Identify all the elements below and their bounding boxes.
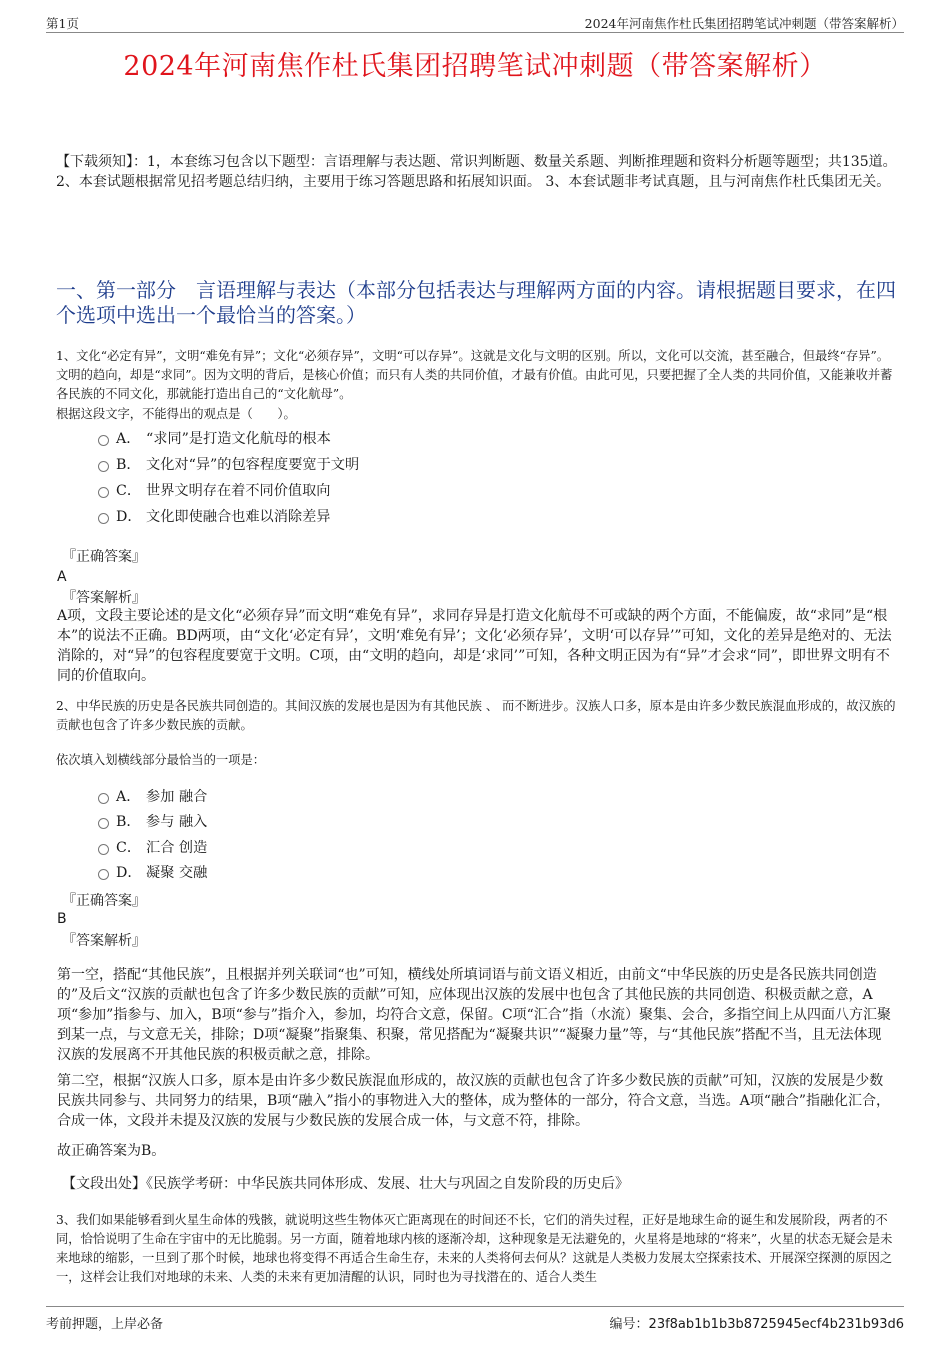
radio-icon[interactable]: [98, 869, 109, 880]
option-label: C．: [116, 840, 142, 856]
q2-answer-label: 『正确答案』: [62, 893, 146, 909]
code-label: 编号：: [609, 1317, 649, 1332]
option-text: 参与 融入: [146, 814, 208, 830]
section-heading: 一、第一部分 言语理解与表达（本部分包括表达与理解两方面的内容。请根据题目要求，在四个选项中选出一个最恰当的答案。）: [56, 278, 896, 327]
q1-answer: A: [57, 569, 67, 585]
radio-icon[interactable]: [98, 487, 109, 498]
option-text: 参加 融合: [146, 789, 208, 805]
radio-icon[interactable]: [98, 513, 109, 524]
option-text: “求同”是打造文化航母的根本: [146, 431, 331, 447]
header-divider: [46, 32, 904, 33]
q2-analysis-paragraph-1: 第一空，搭配“其他民族”，且根据并列关联词“也”可知，横线处所填词语与前文语义相近，由前文“中华民族的历史是各民族共同创造的”及后文“汉族的贡献也包含了许多少数民族的贡献”可知，应体现出汉族的发展中也包含了其他民族的共同创造、积极贡献之意，A项“参加”指参与、加入，B项“参与”指介入，参加，均符合文意，保留。C项“汇合”指（水流）聚集、会合，多指空间上从四面八方汇聚到某一点，与文意无关，排除；D项“凝聚”指聚集、积聚，常见搭配为“凝聚共识”“凝聚力量”等，与“其他民族”搭配不当，且无法体现汉族的发展离不开其他民族的积极贡献之意，排除。: [57, 967, 891, 1063]
radio-icon[interactable]: [98, 844, 109, 855]
radio-icon[interactable]: [98, 461, 109, 472]
question-1-stem: 根据这段文字，不能得出的观点是（ ）。: [56, 407, 296, 421]
option-label: A．: [116, 431, 141, 447]
option-label: A．: [116, 789, 141, 805]
q1-option-c[interactable]: [0, 482, 950, 500]
question-2-text: 2、中华民族的历史是各民族共同创造的。其间汉族的发展也是因为有其他民族 、 而不断进步。汉族人口多，原本是由许多少数民族混血形成的，故汉族的贡献也包含了许多少数民族的贡献。: [56, 699, 896, 732]
q2-answer: B: [57, 911, 67, 927]
q2-option-d[interactable]: [0, 864, 950, 882]
q1-option-d[interactable]: [0, 508, 950, 526]
q2-option-a[interactable]: [0, 788, 950, 806]
footer-slogan: 考前押题，上岸必备: [46, 1317, 164, 1332]
option-label: B．: [116, 457, 141, 473]
option-text: 汇合 创造: [146, 840, 208, 856]
radio-icon[interactable]: [98, 793, 109, 804]
q2-conclusion: 故正确答案为B。: [57, 1143, 166, 1159]
q1-option-b[interactable]: [0, 456, 950, 474]
option-text: 世界文明存在着不同价值取向: [146, 483, 331, 499]
option-text: 凝聚 交融: [146, 865, 208, 881]
q1-answer-label: 『正确答案』: [62, 549, 146, 565]
code-value: 23f8ab1b1b3b8725945ecf4b231b93d6: [648, 1317, 904, 1332]
q1-analysis: A项，文段主要论述的是文化“必须存异”而文明“难免有异”，求同存异是打造文化航母不可或缺的两个方面，不能偏废，故“求同”是“根本”的说法不正确。BD两项，由“文化‘必定有异’，文明‘难免有异’；文化‘必须存异’，文明‘可以存异’”可知，文化的差异是绝对的、无法消除的，对“异”的包容程度要宽于文明。C项，由“文明的趋向，却是‘求同’”可知，各种文明正因为有“异”才会求“同”，即世界文明有不同的价值取向。: [57, 608, 892, 684]
footer-code: [610, 1313, 904, 1332]
option-text: 文化即使融合也难以消除差异: [146, 509, 331, 525]
option-text: 文化对“异”的包容程度要宽于文明: [146, 457, 360, 473]
q2-analysis-paragraph-2: 第二空，根据“汉族人口多，原本是由许多少数民族混血形成的，故汉族的贡献也包含了许多少数民族的贡献”可知，汉族的发展是少数民族共同参与、共同努力的结果，B项“融入”指小的事物进入大的整体，成为整体的一部分，符合文意，当选。A项“融合”指融化汇合，合成一体，文段并未提及汉族的发展与少数民族的发展合成一体，与文意不符，排除。: [57, 1073, 891, 1129]
question-2-stem: 依次填入划横线部分最恰当的一项是：: [56, 753, 266, 767]
option-label: C．: [116, 483, 142, 499]
q2-option-b[interactable]: [0, 813, 950, 831]
option-label: D．: [116, 865, 142, 881]
download-notice: 【下载须知】：1，本套练习包含以下题型：言语理解与表达题、常识判断题、数量关系题、判断推理题和资料分析题等题型；共135道。 2、本套试题根据常见招考题总结归纳，主要用于练习答题思路和拓展知识面。 3、本套试题非考试真题，且与河南焦作杜氏集团无关。: [56, 154, 897, 190]
radio-icon[interactable]: [98, 435, 109, 446]
option-label: D．: [116, 509, 142, 525]
q1-option-a[interactable]: [0, 430, 950, 448]
page-number: 第1页: [46, 16, 79, 31]
radio-icon[interactable]: [98, 818, 109, 829]
document-title: 2024年河南焦作杜氏集团招聘笔试冲刺题（带答案解析）: [123, 51, 827, 82]
q1-analysis-label: 『答案解析』: [62, 590, 146, 606]
question-3-text: 3、我们如果能够看到火星生命体的残骸，就说明这些生物体灭亡距离现在的时间还不长，它们的消失过程，正好是地球生命的诞生和发展阶段，两者的不同，恰恰说明了生命在宇宙中的无比脆弱。另一方面，随着地球内核的逐渐冷却，这种现象是无法避免的，火星将是地球的“将来”，火星的状态无疑会是未来地球的缩影，一旦到了那个时候，地球也将变得不再适合生命生存，未来的人类将何去何从？这就是人类极力发展太空探索技术、开展深空探测的原因之一，这样会让我们对地球的未来、人类的未来有更加清醒的认识，同时也为寻找潜在的、适合人类生: [56, 1213, 893, 1284]
running-title: 2024年河南焦作杜氏集团招聘笔试冲刺题（带答案解析）: [584, 16, 904, 31]
q2-option-c[interactable]: [0, 839, 950, 857]
footer-divider: [46, 1306, 904, 1307]
q2-analysis-label: 『答案解析』: [62, 933, 146, 949]
option-label: B．: [116, 814, 141, 830]
q2-source: 【文段出处】《民族学考研：中华民族共同体形成、发展、壮大与巩固之自发阶段的历史后》: [62, 1176, 629, 1192]
question-1-text: 1、文化“必定有异”，文明“难免有异”；文化“必须存异”，文明“可以存异”。这就是文化与文明的区别。所以，文化可以交流，甚至融合，但最终“存异”。文明的趋向，却是“求同”。因为文明的背后，是核心价值；而只有人类的共同价值，才最有价值。由此可见，只要把握了全人类的共同价值，又能兼收并蓄各民族的不同文化，那就能打造出自己的“文化航母”。: [56, 349, 893, 401]
